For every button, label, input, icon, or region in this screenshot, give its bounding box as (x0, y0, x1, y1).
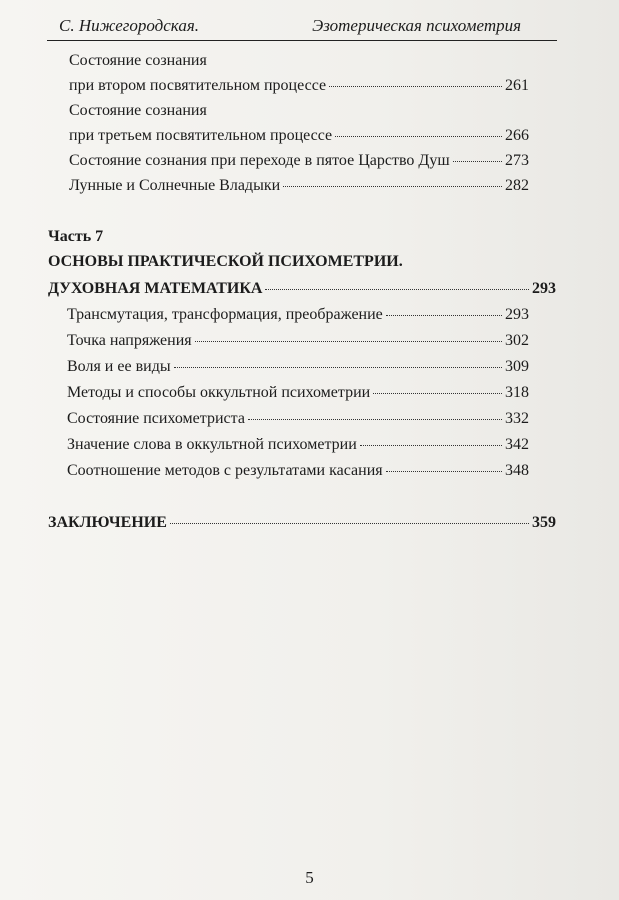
toc-entry-label: Методы и способы оккультной психометрии (67, 384, 371, 401)
toc-entry-page: 302 (505, 332, 529, 349)
conclusion-entry (48, 513, 556, 533)
toc-entry-page: 309 (505, 358, 529, 375)
toc-entry-label: при третьем посвятительном процессе (69, 127, 333, 144)
toc-entry-page: 342 (505, 436, 529, 453)
toc-entry-label: Состояние сознания при переходе в пятое Царство Душ (69, 152, 450, 169)
toc-entry-page: 282 (505, 177, 529, 194)
dot-leader (453, 160, 502, 162)
dot-leader (360, 444, 502, 446)
toc-entry-page: 348 (505, 462, 529, 479)
page-number: 5 (305, 868, 314, 887)
toc-entry-label: Воля и ее виды (67, 358, 171, 375)
dot-leader (174, 366, 502, 368)
toc-entry (67, 409, 529, 429)
part-page: 293 (532, 280, 556, 297)
toc-entry-page: 273 (505, 152, 529, 169)
header-title: Эзотерическая психометрия (312, 16, 521, 35)
dot-leader (265, 288, 529, 290)
dot-leader (386, 314, 502, 316)
toc-entry-label: Состояние психометриста (67, 410, 245, 427)
dot-leader (373, 392, 502, 394)
dot-leader (283, 185, 502, 187)
part-title: ОСНОВЫ ПРАКТИЧЕСКОЙ ПСИХОМЕТРИИ. (48, 253, 403, 270)
part-title-line2: ДУХОВНАЯ МАТЕМАТИКА (48, 280, 263, 297)
toc-entry (67, 305, 529, 325)
running-header (47, 14, 555, 38)
toc-entry-page: 318 (505, 384, 529, 401)
toc-entry-page: 293 (505, 306, 529, 323)
toc-entry (69, 76, 529, 96)
toc-entry-label: Значение слова в оккультной психометрии (67, 436, 357, 453)
toc-entry (69, 151, 529, 171)
toc-entry-label: Точка напряжения (67, 332, 192, 349)
toc-entry-label: Трансмутация, трансформация, преображение (67, 306, 383, 323)
toc-entry-page: 261 (505, 77, 529, 94)
toc-entry (67, 357, 529, 377)
dot-leader (195, 340, 502, 342)
dot-leader (170, 522, 529, 524)
header-rule (47, 40, 557, 41)
toc-entry-page: 332 (505, 410, 529, 427)
toc-entry (67, 331, 529, 351)
toc-entry-page: 266 (505, 127, 529, 144)
part-heading-entry (48, 279, 556, 299)
toc-entry-label: Лунные и Солнечные Владыки (69, 177, 281, 194)
dot-leader (248, 418, 502, 420)
dot-leader (386, 470, 502, 472)
dot-leader (335, 135, 502, 137)
header-author: С. Нижегородская. (59, 16, 199, 35)
toc-entry (67, 435, 529, 455)
conclusion-label: ЗАКЛЮЧЕНИЕ (48, 514, 167, 531)
toc-entry-line: Состояние сознания (69, 52, 207, 69)
toc-entry (69, 126, 529, 146)
dot-leader (329, 85, 502, 87)
toc-entry-label: Соотношение методов с результатами касания (67, 462, 383, 479)
toc-entry (67, 383, 529, 403)
toc-entry (69, 176, 529, 196)
toc-entry (67, 461, 529, 481)
part-label: Часть 7 (48, 228, 104, 245)
toc-entry-label: при втором посвятительном процессе (69, 77, 327, 94)
toc-entry-line: Состояние сознания (69, 102, 207, 119)
conclusion-page: 359 (532, 514, 556, 531)
